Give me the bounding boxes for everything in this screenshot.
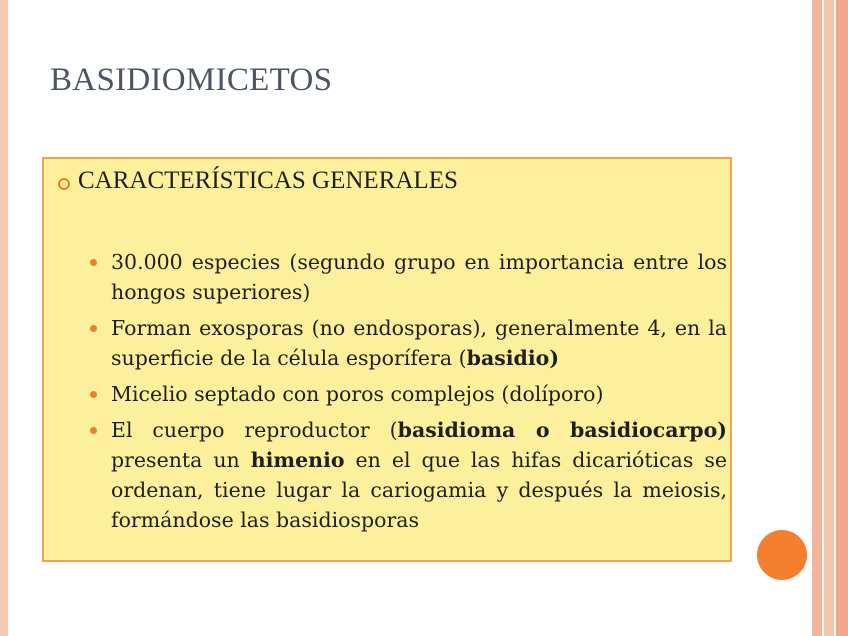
right-border-stripe (824, 0, 834, 636)
bullet-item (111, 313, 727, 373)
bullet-text: Forman exosporas (no endosporas), generalmente 4, en la superficie de la célula esporífera ( (111, 316, 727, 370)
right-border-stripe (836, 0, 848, 636)
right-border-stripe (812, 0, 822, 636)
bullet-text: Micelio septado con poros complejos (dolíporo) (111, 382, 604, 406)
bold-text: himenio (250, 448, 345, 472)
bullet-list (111, 247, 727, 541)
bullet-text: en el que las hifas dicarióticas se ordenan, tiene lugar la cariogamia y después la meiosis, formándose las basidiosporas (111, 448, 727, 532)
bullet-text: El cuerpo reproductor ( (111, 418, 398, 442)
accent-circle-decoration (757, 530, 807, 580)
bullet-dot-icon (90, 325, 97, 332)
bullet-text: 30.000 especies (segundo grupo en importancia entre los hongos superiores) (111, 250, 727, 304)
bullet-item (111, 415, 727, 535)
bullet-dot-icon (90, 391, 97, 398)
bullet-dot-icon (90, 427, 97, 434)
left-border-stripe (0, 0, 8, 636)
ring-bullet-icon (58, 178, 70, 190)
content-box (42, 157, 732, 562)
bullet-item (111, 247, 727, 307)
slide-title: BASIDIOMICETOS (50, 62, 333, 98)
bullet-dot-icon (90, 259, 97, 266)
bold-text: basidio) (466, 346, 560, 370)
bullet-text: presenta un (111, 448, 251, 472)
section-heading: CARACTERÍSTICAS GENERALES (78, 167, 458, 194)
bullet-item (111, 379, 727, 409)
bold-text: basidioma o basidiocarpo) (397, 418, 727, 442)
